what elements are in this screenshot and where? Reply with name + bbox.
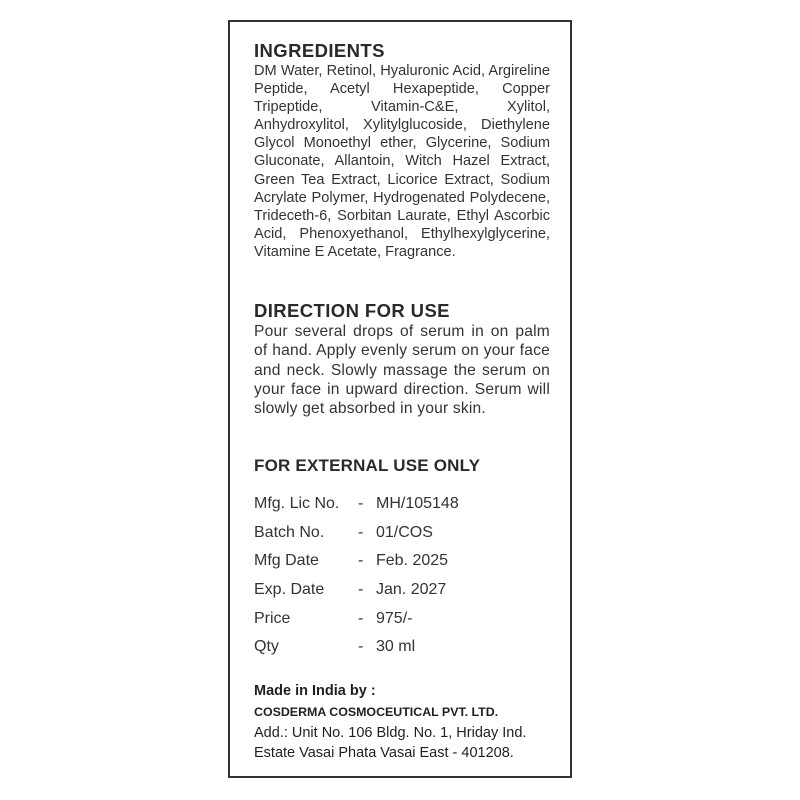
detail-separator: - xyxy=(358,609,364,627)
detail-value: 30 ml xyxy=(376,638,416,656)
ingredients-list: DM Water, Retinol, Hyaluronic Acid, Argireline Peptide, Acetyl Hexapeptide, Copper Tripeptide, Vitamin-C&E, Xylitol, Anhydroxylitol, Xylitylglucoside, Diethylene Glycol Monoethyl ether, Glycerine, Sodium Gluconate, Allantoin, Witch Hazel Extract, Green Tea Extract, Licorice Extract, Sodium Acrylate Polymer, Hydrogenated Polydecene, Trideceth-6, Sorbitan Laurate, Ethyl Ascorbic Acid, Phenoxyethanol, Ethylhexylglycerine, Vitamine E Acetate, Fragrance. xyxy=(254,63,550,260)
detail-label: Price xyxy=(254,609,291,627)
directions-text: Pour several drops of serum in on palm of hand. Apply evenly serum on your face and neck. Slowly massage the serum on your face in upward direction. Serum will slowly get absorbed in your skin. xyxy=(254,323,550,418)
product-label xyxy=(228,20,572,778)
detail-label: Exp. Date xyxy=(254,581,325,599)
detail-value: Feb. 2025 xyxy=(376,552,449,570)
manufacturer-section xyxy=(254,683,550,763)
directions-heading: DIRECTION FOR USE xyxy=(254,300,450,321)
detail-separator: - xyxy=(358,638,364,656)
detail-value: MH/105148 xyxy=(376,495,459,512)
manufacturer-company: COSDERMA COSMOCEUTICAL PVT. LTD. xyxy=(254,705,499,719)
ingredients-heading: INGREDIENTS xyxy=(254,40,385,61)
detail-label: Mfg. Lic No. xyxy=(254,495,340,512)
detail-row-exp-date xyxy=(254,581,550,610)
detail-label: Qty xyxy=(254,638,279,656)
detail-label: Mfg Date xyxy=(254,552,319,570)
detail-value: Jan. 2027 xyxy=(376,581,447,599)
detail-row-mfg-lic xyxy=(254,495,550,524)
detail-separator: - xyxy=(358,552,364,570)
ingredients-section xyxy=(254,40,550,261)
detail-value: 975/- xyxy=(376,609,413,627)
detail-row-batch xyxy=(254,524,550,553)
manufacturer-heading: Made in India by : xyxy=(254,683,376,699)
detail-value: 01/COS xyxy=(376,523,433,541)
manufacturer-address-line1: Add.: Unit No. 106 Bldg. No. 1, Hriday Ind. xyxy=(254,725,527,741)
detail-row-qty xyxy=(254,638,550,667)
detail-separator: - xyxy=(358,581,364,599)
external-use-warning: FOR EXTERNAL USE ONLY xyxy=(254,456,481,475)
external-use-section xyxy=(254,455,550,477)
directions-section xyxy=(254,300,550,418)
detail-label: Batch No. xyxy=(254,523,325,541)
detail-separator: - xyxy=(358,495,364,512)
detail-separator: - xyxy=(358,523,364,541)
detail-row-price xyxy=(254,610,550,639)
manufacturer-address-line2: Estate Vasai Phata Vasai East - 401208. xyxy=(254,745,514,761)
detail-row-mfg-date xyxy=(254,552,550,581)
product-details xyxy=(254,495,550,667)
